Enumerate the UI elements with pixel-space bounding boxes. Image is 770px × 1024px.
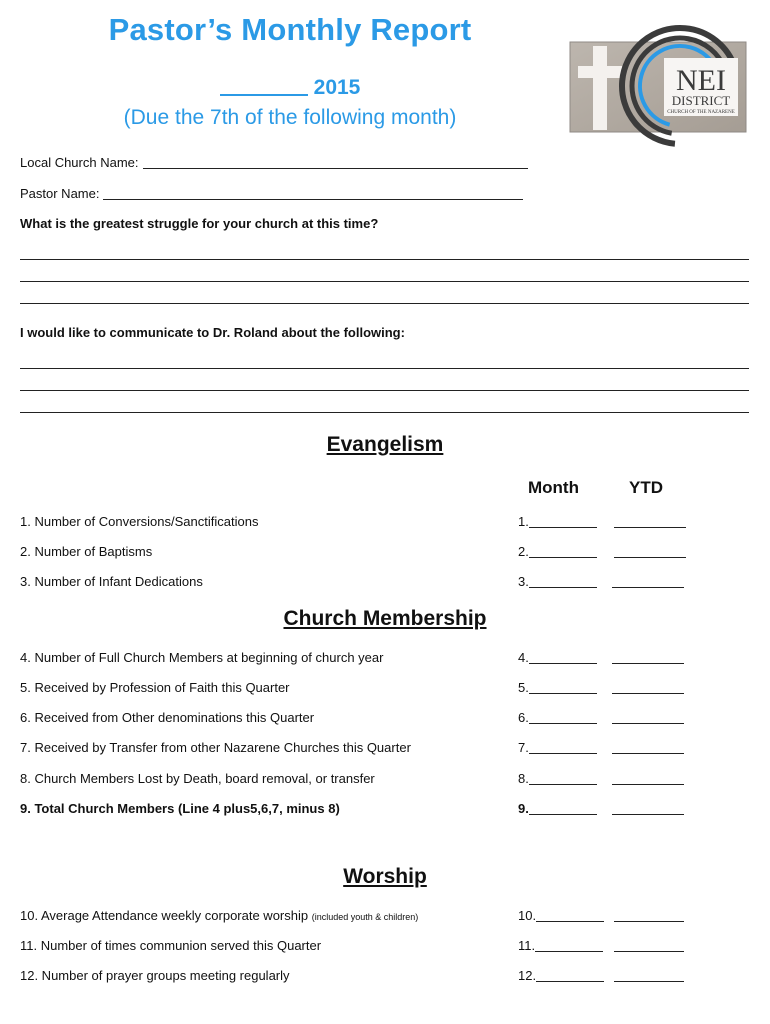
line-number: 11. [518, 938, 536, 953]
month-field [518, 771, 597, 786]
item-label: 8. Church Members Lost by Death, board removal, or transfer [20, 771, 375, 786]
item-label-row [20, 908, 418, 923]
item-label: 2. Number of Baptisms [20, 544, 153, 559]
struggle-answer-line[interactable] [20, 303, 749, 304]
communicate-answer-line[interactable] [20, 368, 749, 369]
item-label: 3. Number of Infant Dedications [20, 574, 203, 589]
month-field [518, 710, 597, 725]
section-title-worship: Worship [343, 865, 427, 888]
item-label: 6. Received from Other denominations this Quarter [20, 710, 315, 725]
ytd-input[interactable] [614, 968, 684, 982]
item-label: 11. Number of times communion served this Quarter [20, 938, 322, 953]
line-number: 5. [518, 680, 529, 695]
item-label: 12. Number of prayer groups meeting regularly [20, 968, 290, 983]
ytd-field [612, 680, 684, 699]
page-title: Pastor’s Monthly Report [108, 12, 472, 47]
item-label: 5. Received by Profession of Faith this Quarter [20, 680, 290, 695]
month-field [518, 908, 604, 923]
month-field [518, 740, 597, 755]
month-blank[interactable] [220, 74, 308, 96]
line-number: 12. [518, 968, 537, 983]
line-number: 4. [518, 650, 529, 665]
ytd-field [614, 544, 686, 563]
month-field [518, 968, 604, 983]
ytd-field [614, 938, 684, 957]
month-input[interactable] [529, 710, 597, 724]
ytd-input[interactable] [612, 574, 684, 588]
item-label: 1. Number of Conversions/Sanctifications [20, 514, 259, 529]
ytd-field [614, 968, 684, 987]
pastor-name-input[interactable] [103, 186, 523, 200]
ytd-field [612, 740, 684, 759]
ytd-input[interactable] [614, 544, 686, 558]
column-ytd-header: YTD [629, 478, 663, 497]
month-field [518, 680, 597, 695]
month-input[interactable] [529, 650, 597, 664]
church-name-label: Local Church Name: [20, 155, 139, 170]
month-input[interactable] [529, 801, 597, 815]
ytd-field [614, 514, 686, 533]
month-field [518, 574, 597, 589]
ytd-input[interactable] [612, 771, 684, 785]
section-title-membership: Church Membership [283, 607, 487, 630]
item-label: 10. Average Attendance weekly corporate worship [20, 908, 309, 923]
line-number: 7. [518, 740, 529, 755]
ytd-input[interactable] [612, 680, 684, 694]
due-note: (Due the 7th of the following month) [123, 106, 457, 129]
communicate-question: I would like to communicate to Dr. Roland about the following: [20, 325, 405, 340]
pastor-name-label: Pastor Name: [20, 186, 100, 201]
month-input[interactable] [536, 908, 604, 922]
month-input[interactable] [529, 544, 597, 558]
month-input[interactable] [529, 514, 597, 528]
ytd-field [612, 650, 684, 669]
month-field [518, 514, 597, 529]
ytd-field [612, 801, 684, 820]
item-label-total: 9. Total Church Members (Line 4 plus5,6,7, minus 8) [20, 801, 340, 816]
month-input[interactable] [529, 771, 597, 785]
line-number: 6. [518, 710, 529, 725]
communicate-answer-line[interactable] [20, 412, 749, 413]
line-number: 1. [518, 514, 529, 529]
line-number: 8. [518, 771, 529, 786]
ytd-field [612, 771, 684, 790]
pastor-name-field [20, 186, 523, 201]
church-name-input[interactable] [143, 155, 528, 169]
month-field [518, 938, 603, 953]
year-text: 2015 [313, 76, 361, 99]
line-number: 3. [518, 574, 529, 589]
item-note: (included youth & children) [311, 912, 419, 922]
item-label: 7. Received by Transfer from other Nazarene Churches this Quarter [20, 740, 411, 755]
month-input[interactable] [536, 968, 604, 982]
ytd-field [612, 710, 684, 729]
ytd-input[interactable] [612, 801, 684, 815]
struggle-answer-line[interactable] [20, 259, 749, 260]
logo-district-text: DISTRICT [671, 93, 731, 108]
struggle-answer-line[interactable] [20, 281, 749, 282]
ytd-input[interactable] [614, 938, 684, 952]
church-name-field [20, 155, 528, 170]
ytd-input[interactable] [612, 650, 684, 664]
month-input[interactable] [529, 680, 597, 694]
month-field [518, 801, 597, 816]
month-field [518, 650, 597, 665]
ytd-field [612, 574, 684, 593]
column-month-header: Month [528, 478, 579, 497]
logo-nei-text: NEI [676, 64, 726, 97]
item-label: 4. Number of Full Church Members at beginning of church year [20, 650, 384, 665]
month-input[interactable] [529, 574, 597, 588]
section-title-evangelism: Evangelism [326, 433, 444, 456]
ytd-input[interactable] [612, 740, 684, 754]
month-input[interactable] [535, 938, 603, 952]
communicate-answer-line[interactable] [20, 390, 749, 391]
report-year [0, 74, 580, 100]
line-number: 9. [518, 801, 529, 816]
logo-graphic [568, 16, 748, 152]
struggle-question: What is the greatest struggle for your church at this time? [20, 216, 379, 231]
ytd-input[interactable] [614, 514, 686, 528]
line-number: 10. [518, 908, 537, 923]
ytd-input[interactable] [614, 908, 684, 922]
line-number: 2. [518, 544, 529, 559]
ytd-input[interactable] [612, 710, 684, 724]
month-field [518, 544, 597, 559]
ytd-field [614, 908, 684, 927]
month-input[interactable] [529, 740, 597, 754]
nei-district-logo [568, 16, 748, 152]
logo-church-text: CHURCH OF THE NAZARENE [667, 110, 735, 115]
